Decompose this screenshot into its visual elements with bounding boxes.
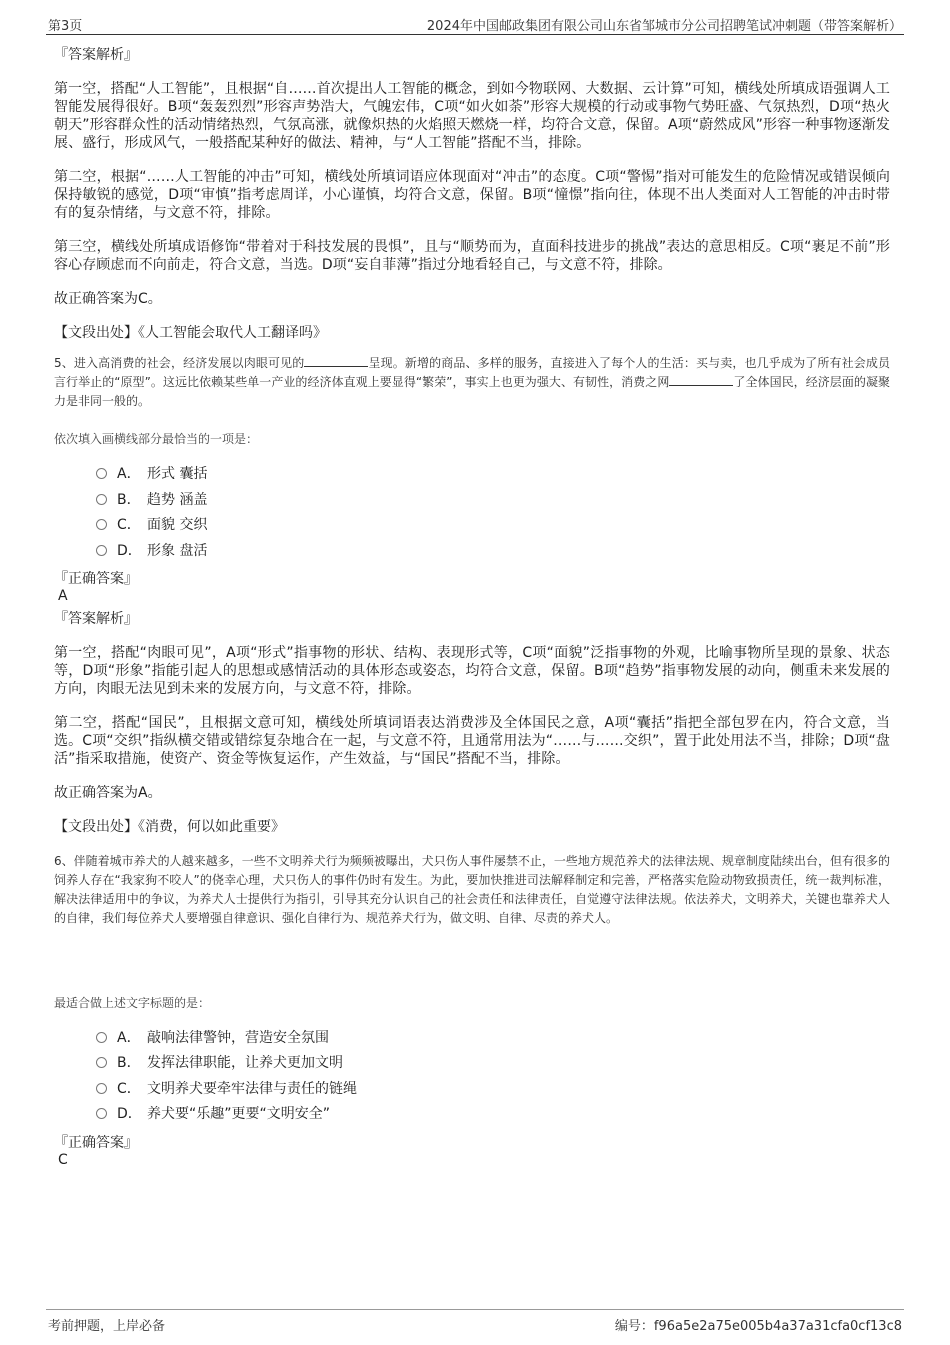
q5-option-b[interactable]: B． 趋势 涵盖 — [96, 491, 207, 509]
q4-analysis-para1: 第一空，搭配“人工智能”，且根据“自……首次提出人工智能的概念，到如今物联网、大数据、云计算”可知，横线处所填成语强调人工智能发展得很好。B项“轰轰烈烈”形容声势浩大，气魄宏伟，C项“如火如荼”形容大规模的行动或事物气势旺盛、气氛热烈，D项“热火朝天”形容群众性的活动情绪热烈，气氛高涨，就像炽热的火焰照天燃烧一样，均符合文意，保留。A项“蔚然成风”形容一种事物逐渐发展、盛行，形成风气，一般搭配某种好的做法、精神，与“人工智能”搭配不当，排除。 — [54, 81, 890, 151]
q6-option-b[interactable]: B． 发挥法律职能，让养犬更加文明 — [96, 1054, 343, 1072]
radio-icon[interactable] — [96, 1032, 107, 1043]
q4-analysis-para3: 第三空，横线处所填成语修饰“带着对于科技发展的畏惧”，且与“顺势而为，直面科技进步的挑战”表达的意思相反。C项“裹足不前”形容心存顾虑而不向前走，符合文意，当选。D项“妄自菲薄”指过分地看轻自己，与文意不符，排除。 — [54, 239, 890, 273]
radio-icon[interactable] — [96, 1083, 107, 1094]
q6-option-d[interactable]: D． 养犬要“乐趣”更要“文明安全” — [96, 1105, 330, 1123]
page-footer — [46, 1309, 904, 1334]
q5-conclusion: 故正确答案为A。 — [54, 785, 162, 801]
q5-answer: A — [58, 588, 68, 604]
q6-question-text: 6、伴随着城市养犬的人越来越多，一些不文明养犬行为频频被曝出，犬只伤人事件屡禁不止，一些地方规范养犬的法律法规、规章制度陆续出台，但有很多的饲养人存在“我家狗不咬人”的侥幸心理，犬只伤人的事件仍时有发生。为此，要加快推进司法解释制定和完善，严格落实危险动物致损责任，统一裁判标准，解决法律适用中的争议，为养犬人士提供行为指引，引导其充分认识自己的社会责任和法律责任，自觉遵守法律法规。依法养犬，文明养犬，关键也靠养犬人的自律，我们每位养犬人要增强自律意识、强化自律行为、规范养犬行为，做文明、自律、尽责的养犬人。 — [54, 854, 890, 925]
footer-slogan: 考前押题，上岸必备 — [48, 1319, 166, 1334]
q5-answer-heading: 『正确答案』 — [54, 571, 138, 587]
q5-analysis-heading: 『答案解析』 — [54, 611, 138, 627]
radio-icon[interactable] — [96, 519, 107, 530]
radio-icon[interactable] — [96, 1108, 107, 1119]
radio-icon[interactable] — [96, 494, 107, 505]
q5-option-a[interactable]: A． 形式 囊括 — [96, 465, 207, 483]
q5-analysis-para2: 第二空，搭配“国民”，且根据文意可知，横线处所填词语表达消费涉及全体国民之意，A项“囊括”指把全部包罗在内，符合文意，当选。C项“交织”指纵横交错或错综复杂地合在一起，与文意不符，且通常用法为“……与……交织”，置于此处用法不当，排除；D项“盘活”指采取措施，使资产、资金等恢复运作，产生效益，与“国民”搭配不当，排除。 — [54, 715, 890, 767]
q5-instruction: 依次填入画横线部分最恰当的一项是： — [54, 432, 259, 446]
document-code: 编号：f96a5e2a75e005b4a37a31cfa0cf13c8 — [614, 1319, 902, 1334]
q6-answer: C — [58, 1152, 68, 1168]
q6-option-a[interactable]: A． 敲响法律警钟，营造安全氛围 — [96, 1029, 329, 1047]
q4-analysis-para2: 第二空，根据“……人工智能的冲击”可知，横线处所填词语应体现面对“冲击”的态度。C项“警惕”指对可能发生的危险情况或错误倾向保持敏锐的感觉，D项“审慎”指考虑周详，小心谨慎，均符合文意，保留。B项“憧憬”指向往，体现不出人类面对人工智能的冲击时带有的复杂情绪，与文意不符，排除。 — [54, 169, 890, 221]
q5-analysis-para1: 第一空，搭配“肉眼可见”，A项“形式”指事物的形状、结构、表现形式等，C项“面貌”泛指事物的外观，比喻事物所呈现的景象、状态等，D项“形象”指能引起人的思想或感情活动的具体形态或姿态，均符合文意，保留。B项“趋势”指事物发展的动向，侧重未来发展的方向，肉眼无法见到未来的发展方向，与文意不符，排除。 — [54, 645, 890, 697]
q4-source: 【文段出处】《人工智能会取代人工翻译吗》 — [54, 325, 327, 341]
q6-option-c[interactable]: C． 文明养犬要牵牢法律与责任的链绳 — [96, 1080, 357, 1098]
q5-option-d[interactable]: D． 形象 盘活 — [96, 542, 207, 560]
fill-blank — [669, 373, 733, 386]
radio-icon[interactable] — [96, 1057, 107, 1068]
q6-answer-heading: 『正确答案』 — [54, 1135, 138, 1151]
q4-analysis-heading: 『答案解析』 — [54, 47, 138, 63]
page-header — [46, 14, 904, 35]
page-number: 第3页 — [48, 19, 83, 34]
q5-source: 【文段出处】《消费，何以如此重要》 — [54, 819, 285, 835]
q4-conclusion: 故正确答案为C。 — [54, 291, 162, 307]
q6-instruction: 最适合做上述文字标题的是： — [54, 996, 211, 1010]
document-title: 2024年中国邮政集团有限公司山东省邹城市分公司招聘笔试冲刺题（带答案解析） — [426, 19, 902, 34]
radio-icon[interactable] — [96, 545, 107, 556]
q5-question-text: 5、进入高消费的社会，经济发展以肉眼可见的 呈现。新增的商品、多样的服务，直接进入了每个人的生活：买与卖，也几乎成为了所有社会成员言行举止的“原型”。这远比依赖某些单一产业的经济体直观上要显得“繁荣”，事实上也更为强大、有韧性，消费之网 了全体国民，经济层面的凝聚力是非同一般的。 — [54, 356, 890, 408]
radio-icon[interactable] — [96, 468, 107, 479]
fill-blank — [304, 354, 368, 367]
q5-option-c[interactable]: C． 面貌 交织 — [96, 516, 207, 534]
